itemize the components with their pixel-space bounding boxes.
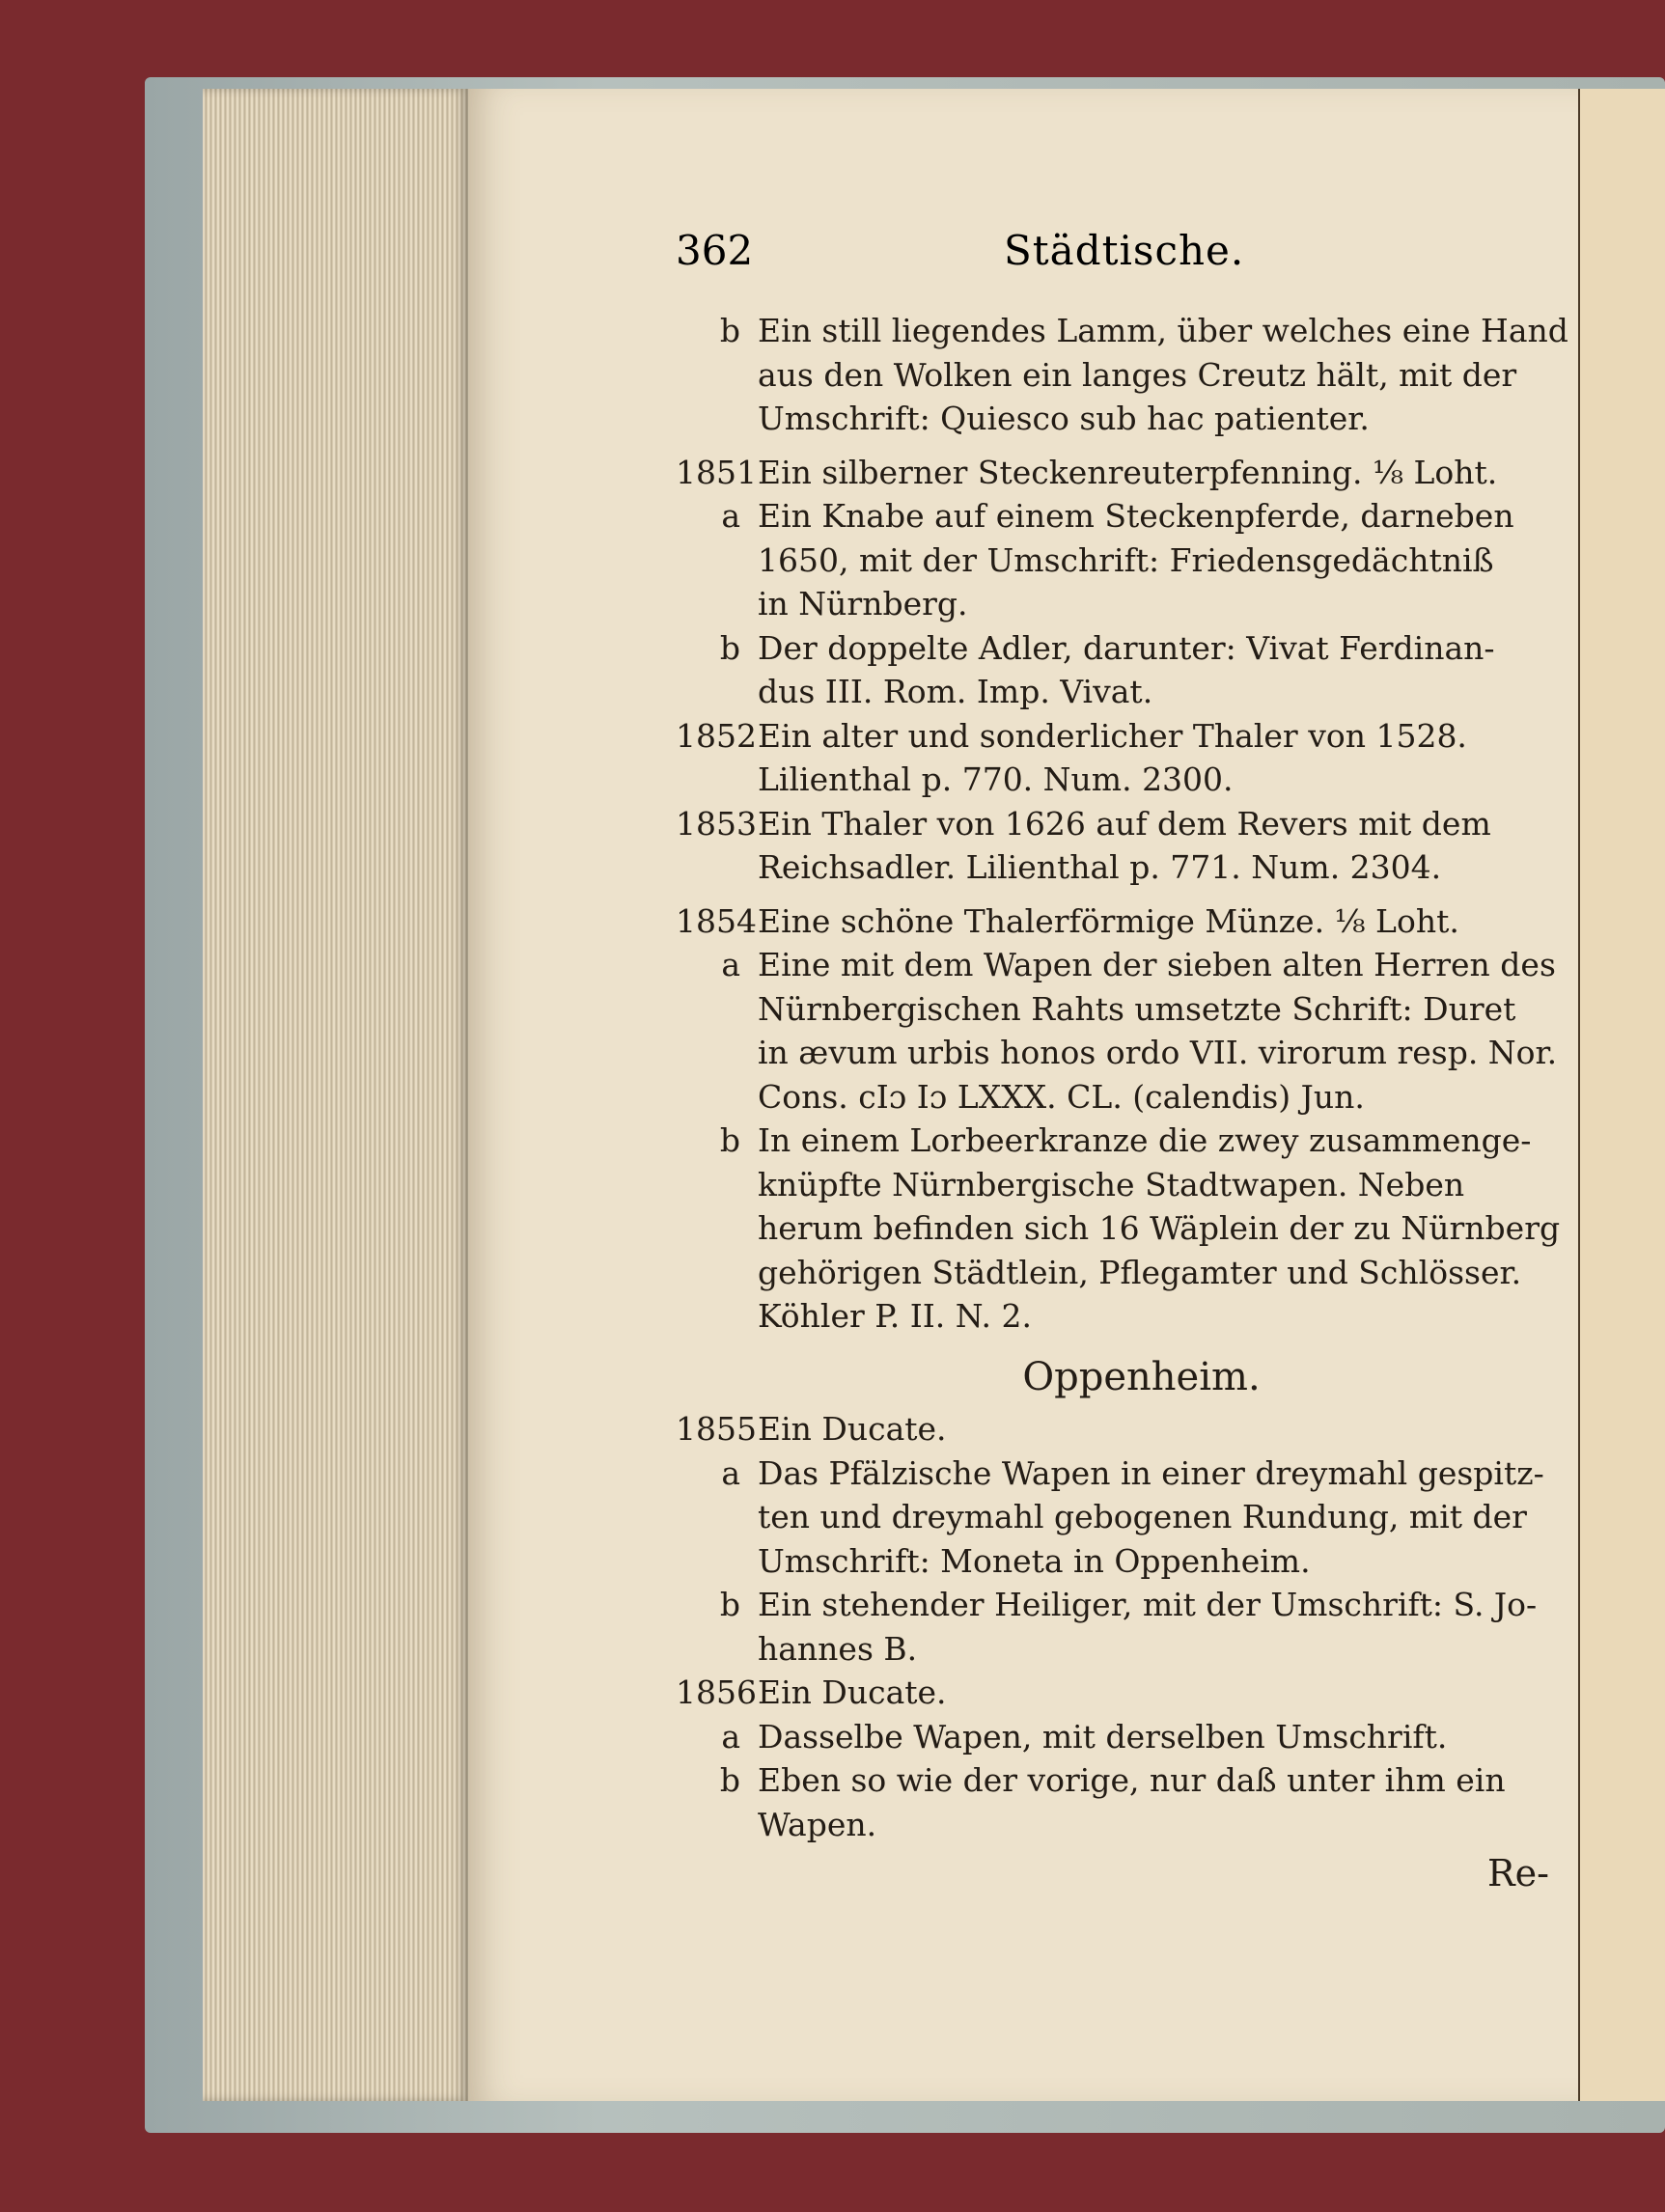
entry-1855-b xyxy=(676,1583,1549,1671)
text-line: knüpfte Nürnbergische Stadtwapen. Neben xyxy=(758,1165,1465,1203)
text-line: Dasselbe Wapen, mit derselben Umschrift. xyxy=(758,1717,1448,1756)
item-text xyxy=(758,1452,1549,1584)
entry-1850-b xyxy=(676,309,1568,441)
text-line: Das Pfälzische Wapen in einer dreymahl gespitz- xyxy=(758,1453,1544,1492)
item-marker: b xyxy=(719,1586,740,1623)
item-marker: a xyxy=(721,1717,740,1756)
item-text xyxy=(758,494,1549,626)
entry-1851 xyxy=(676,451,1549,495)
entry-1853 xyxy=(676,802,1549,890)
item-marker: a xyxy=(721,497,740,535)
text-line: Lilienthal p. 770. Num. 2300. xyxy=(758,760,1234,798)
page-edges xyxy=(203,89,468,2101)
entry-number: 1851 xyxy=(676,453,757,491)
text-line: gehörigen Städtlein, Pflegamter und Schlösser. xyxy=(758,1253,1522,1291)
entry-1852 xyxy=(676,714,1549,802)
item-text xyxy=(758,626,1549,714)
section-title: Oppenheim. xyxy=(1022,1354,1261,1399)
entry-number: 1852 xyxy=(676,716,757,755)
text-line: in Nürnberg. xyxy=(758,585,968,622)
entry-title: Ein Ducate. xyxy=(758,1673,947,1711)
entry-1854-a xyxy=(676,943,1558,1119)
text-line: aus den Wolken ein langes Creutz hält, mit der xyxy=(758,355,1517,394)
text-line: Cons. cIɔ Iɔ LXXX. CL. (calendis) Jun. xyxy=(758,1077,1365,1116)
text-line: Eine mit dem Wapen der sieben alten Herren des xyxy=(758,946,1556,983)
text-line: Wapen. xyxy=(758,1805,877,1843)
item-text xyxy=(758,1758,1549,1846)
text-line: Ein alter und sonderlicher Thaler von 1528. xyxy=(758,716,1467,755)
item-text xyxy=(758,1583,1549,1671)
text-line: dus III. Rom. Imp. Vivat. xyxy=(758,673,1153,710)
facing-page-edge xyxy=(1578,89,1665,2101)
item-marker: a xyxy=(721,946,740,983)
text-line: Köhler P. II. N. 2. xyxy=(758,1297,1033,1335)
text-line: Ein Knabe auf einem Steckenpferde, darneben xyxy=(758,497,1514,535)
text-line: Ein Thaler von 1626 auf dem Revers mit dem xyxy=(758,804,1491,843)
entry-1856-b xyxy=(676,1758,1549,1846)
text-line: Reichsadler. Lilienthal p. 771. Num. 2304. xyxy=(758,848,1442,886)
item-text xyxy=(758,1119,1560,1339)
entry-number: 1855 xyxy=(676,1410,757,1448)
running-head: Städtische. xyxy=(1004,227,1245,274)
text-line: herum befinden sich 16 Wäplein der zu Nürnberg xyxy=(758,1209,1561,1247)
item-marker: b xyxy=(719,1761,740,1799)
entry-number: 1854 xyxy=(676,901,757,940)
text-line: Eben so wie der vorige, nur daß unter ihm ein xyxy=(758,1761,1506,1799)
entry-title: Ein Ducate. xyxy=(758,1410,947,1448)
entry-1856 xyxy=(676,1671,1549,1715)
item-text xyxy=(758,309,1568,441)
catchword: Re- xyxy=(1487,1852,1549,1894)
text-line: Umschrift: Quiesco sub hac patienter. xyxy=(758,400,1370,437)
entry-text xyxy=(758,802,1549,890)
entry-1855-a xyxy=(676,1452,1549,1584)
entry-number: 1853 xyxy=(676,804,757,843)
entry-1854-b xyxy=(676,1119,1561,1339)
item-text xyxy=(758,1715,1549,1759)
item-marker: b xyxy=(719,1121,740,1159)
entry-title: Ein silberner Steckenreuterpfenning. ⅛ Loht. xyxy=(758,453,1498,491)
text-line: ten und dreymahl gebogenen Rundung, mit der xyxy=(758,1498,1527,1535)
item-marker: a xyxy=(721,1453,740,1492)
entry-1851-b xyxy=(676,626,1549,714)
text-line: In einem Lorbeerkranze die zwey zusammenge- xyxy=(758,1121,1532,1159)
entry-1851-a xyxy=(676,494,1549,626)
entry-title: Eine schöne Thalerförmige Münze. ⅛ Loht. xyxy=(758,901,1459,940)
text-line: Ein stehender Heiliger, mit der Umschrift: S. Jo- xyxy=(758,1586,1538,1623)
text-line: in ævum urbis honos ordo VII. virorum resp. Nor. xyxy=(758,1034,1558,1071)
entry-number: 1856 xyxy=(676,1673,757,1711)
entries xyxy=(676,309,1568,1896)
text-line: Nürnbergischen Rahts umsetzte Schrift: Duret xyxy=(758,989,1516,1028)
text-line: Der doppelte Adler, darunter: Vivat Ferdinan- xyxy=(758,628,1495,667)
text-line: Umschrift: Moneta in Oppenheim. xyxy=(758,1541,1311,1580)
entry-1856-a xyxy=(676,1715,1549,1759)
page-number: 362 xyxy=(676,227,754,274)
page-header xyxy=(676,227,1549,285)
item-text xyxy=(758,943,1557,1119)
item-marker: b xyxy=(719,628,740,667)
entry-text xyxy=(758,714,1549,802)
text-line: hannes B. xyxy=(758,1629,918,1668)
item-marker: b xyxy=(719,312,740,349)
text-line: Ein still liegendes Lamm, über welches eine Hand xyxy=(758,312,1568,349)
entry-1855 xyxy=(676,1407,1549,1452)
entry-1854 xyxy=(676,899,1549,944)
text-line: 1650, mit der Umschrift: Friedensgedächtniß xyxy=(758,540,1494,579)
